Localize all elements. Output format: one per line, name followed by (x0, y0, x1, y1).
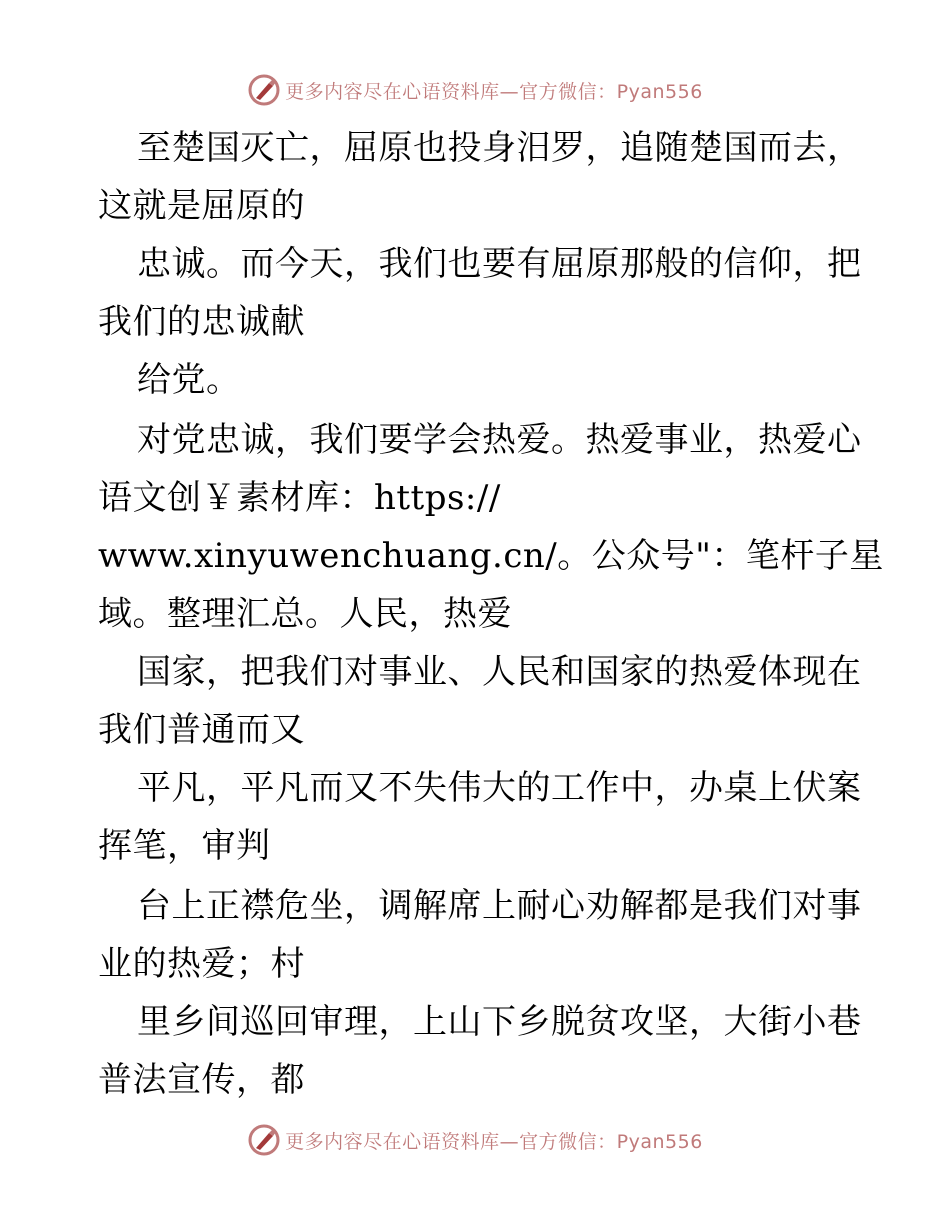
text-line: 里乡间巡回审理，上山下乡脱贫攻坚，大街小巷 (137, 1002, 862, 1042)
text-line: 给党。 (137, 360, 241, 400)
text-line: 这就是屈原的 (98, 186, 305, 226)
footer-watermark (0, 1122, 950, 1158)
pen-seal-icon (247, 1123, 281, 1157)
text-line: 平凡，平凡而又不失伟大的工作中，办桌上伏案 (137, 768, 862, 808)
text-line: 我们普通而又 (98, 710, 305, 750)
text-line: 台上正襟危坐，调解席上耐心劝解都是我们对事 (137, 886, 862, 926)
header-watermark (0, 72, 950, 108)
watermark-text: 更多内容尽在心语资料库—官方微信：Pyan556 (285, 1130, 703, 1153)
text-line: 语文创￥素材库：https:// (98, 478, 501, 518)
text-line: 我们的忠诚献 (98, 302, 305, 342)
text-line: 至楚国灭亡，屈原也投身汨罗，追随楚国而去， (137, 128, 862, 168)
text-line: 域。整理汇总。人民，热爱 (98, 594, 512, 634)
text-line: 挥笔，审判 (98, 826, 271, 866)
text-line: 忠诚。而今天，我们也要有屈原那般的信仰，把 (137, 244, 862, 284)
pen-seal-icon (247, 73, 281, 107)
watermark-text: 更多内容尽在心语资料库—官方微信：Pyan556 (285, 80, 703, 103)
text-line: www.xinyuwenchuang.cn/。公众号"：笔杆子星 (98, 536, 884, 576)
text-line: 业的热爱；村 (98, 944, 305, 984)
text-line: 对党忠诚，我们要学会热爱。热爱事业，热爱心 (137, 420, 862, 460)
text-line: 普法宣传，都 (98, 1060, 305, 1100)
text-line: 国家，把我们对事业、人民和国家的热爱体现在 (137, 652, 862, 692)
